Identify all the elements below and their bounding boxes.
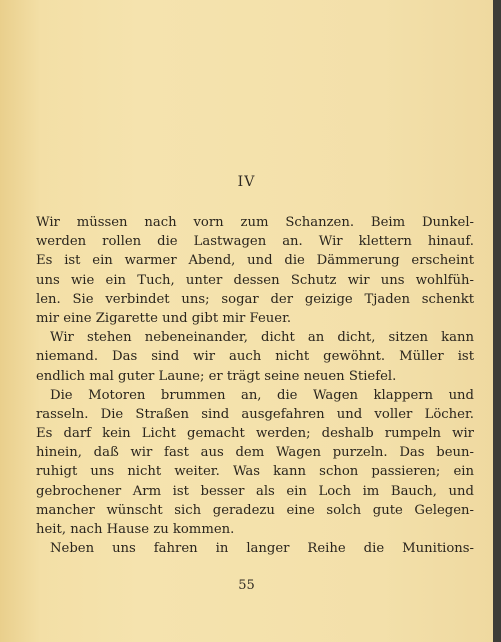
body-text: [36, 213, 474, 558]
text-line: niemand. Das sind wir auch nicht gewöhnt. Müller ist: [36, 349, 474, 365]
text-line: len. Sie verbindet uns; sogar der geizige Tjaden schenkt: [36, 291, 474, 307]
text-line: heit, nach Hause zu kommen.: [36, 522, 235, 537]
text-line: ruhigt uns nicht weiter. Was kann schon passieren; ein: [36, 464, 474, 480]
text-line: gebrochener Arm ist besser als ein Loch im Bauch, und: [36, 483, 474, 499]
text-line: Neben uns fahren in langer Reihe die Munitions-: [50, 541, 474, 557]
text-line: uns wie ein Tuch, unter dessen Schutz wir uns wohlfüh-: [36, 272, 474, 288]
text-line: endlich mal guter Laune; er trägt seine neuen Stiefel.: [36, 368, 397, 384]
text-line: rasseln. Die Straßen sind ausgefahren und voller Löcher.: [36, 406, 474, 422]
text-line: Wir stehen nebeneinander, dicht an dicht, sitzen kann: [50, 330, 474, 346]
text-line: Die Motoren brummen an, die Wagen klappern und: [50, 387, 474, 403]
text-line: Wir müssen nach vorn zum Schanzen. Beim Dunkel-: [36, 215, 474, 230]
text-line: hinein, daß wir fast aus dem Wagen purzeln. Das beun-: [36, 445, 474, 461]
text-line: Es darf kein Licht gemacht werden; deshalb rumpeln wir: [36, 426, 474, 442]
page-number: 55: [238, 578, 255, 593]
page-edge-shadow: [493, 0, 501, 642]
chapter-heading: IV: [237, 174, 256, 190]
text-line: Es ist ein warmer Abend, und die Dämmerung erscheint: [36, 253, 474, 269]
text-line: mir eine Zigarette und gibt mir Feuer.: [36, 310, 292, 326]
text-line: mancher wünscht sich geradezu eine solch gute Gelegen-: [36, 502, 474, 518]
text-line: werden rollen die Lastwagen an. Wir klettern hinauf.: [36, 234, 474, 250]
